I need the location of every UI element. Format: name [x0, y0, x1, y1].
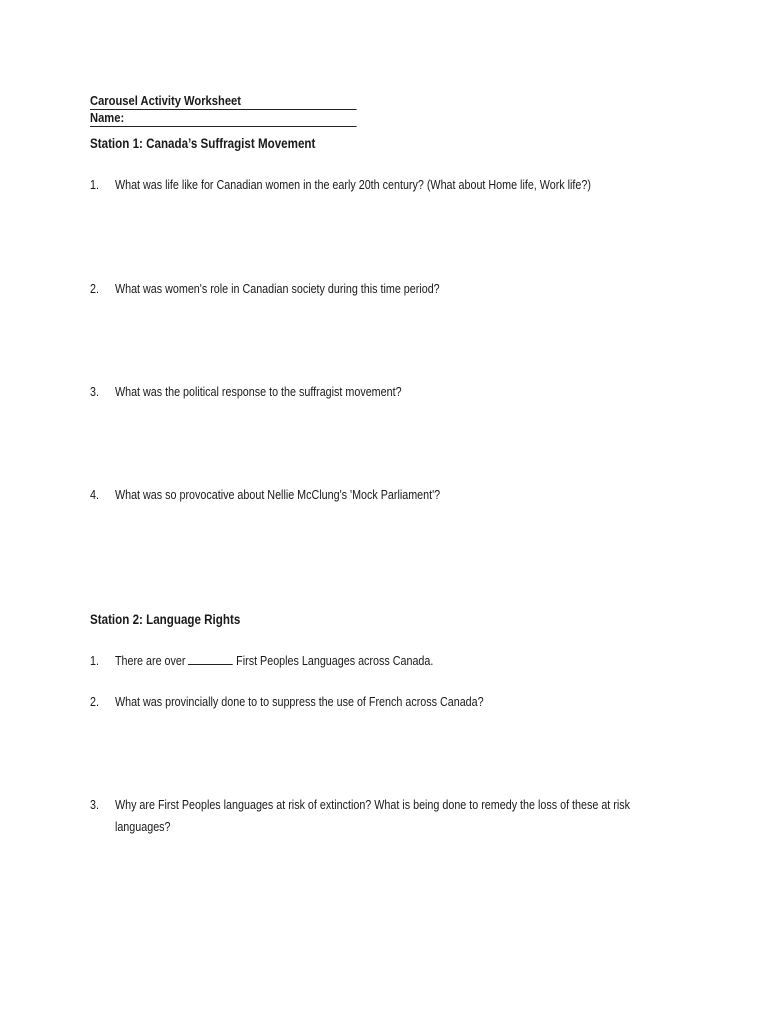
station-2-question-3 [90, 794, 683, 838]
question-number: 3. [90, 385, 99, 399]
station-1-question-3 [90, 381, 683, 403]
name-field-label: Name: [90, 110, 356, 127]
question-text-after-blank: First Peoples Languages across Canada. [236, 654, 434, 668]
question-number: 2. [90, 282, 99, 296]
question-text [115, 650, 683, 672]
question-text: Why are First Peoples languages at risk of extinction? What is being done to remedy the loss of these at risk languages? [114, 798, 631, 834]
station-1-question-1 [90, 174, 683, 196]
question-number: 3. [90, 798, 99, 812]
question-text: What was women's role in Canadian society during this time period? [114, 282, 440, 296]
worksheet-header [90, 93, 559, 125]
question-number: 4. [90, 488, 99, 502]
question-text: What was life like for Canadian women in the early 20th century? (What about Home life, Work life?) [114, 178, 591, 192]
station-1-heading: Station 1: Canada’s Suffragist Movement [90, 136, 316, 151]
question-number: 1. [90, 654, 99, 668]
question-text: What was provincially done to to suppress the use of French across Canada? [114, 695, 484, 709]
question-text: What was so provocative about Nellie McClung's 'Mock Parliament'? [114, 488, 441, 502]
station-2-question-1 [90, 650, 683, 672]
worksheet-title: Carousel Activity Worksheet [90, 93, 356, 110]
station-2-heading: Station 2: Language Rights [90, 612, 241, 627]
question-number: 1. [90, 178, 99, 192]
station-1-question-2 [90, 278, 683, 300]
fill-in-blank[interactable] [188, 652, 233, 665]
question-text-before-blank: There are over [114, 654, 186, 668]
station-2-question-2 [90, 691, 683, 713]
question-number: 2. [90, 695, 99, 709]
question-text: What was the political response to the suffragist movement? [114, 385, 402, 399]
station-1-question-4 [90, 484, 683, 506]
